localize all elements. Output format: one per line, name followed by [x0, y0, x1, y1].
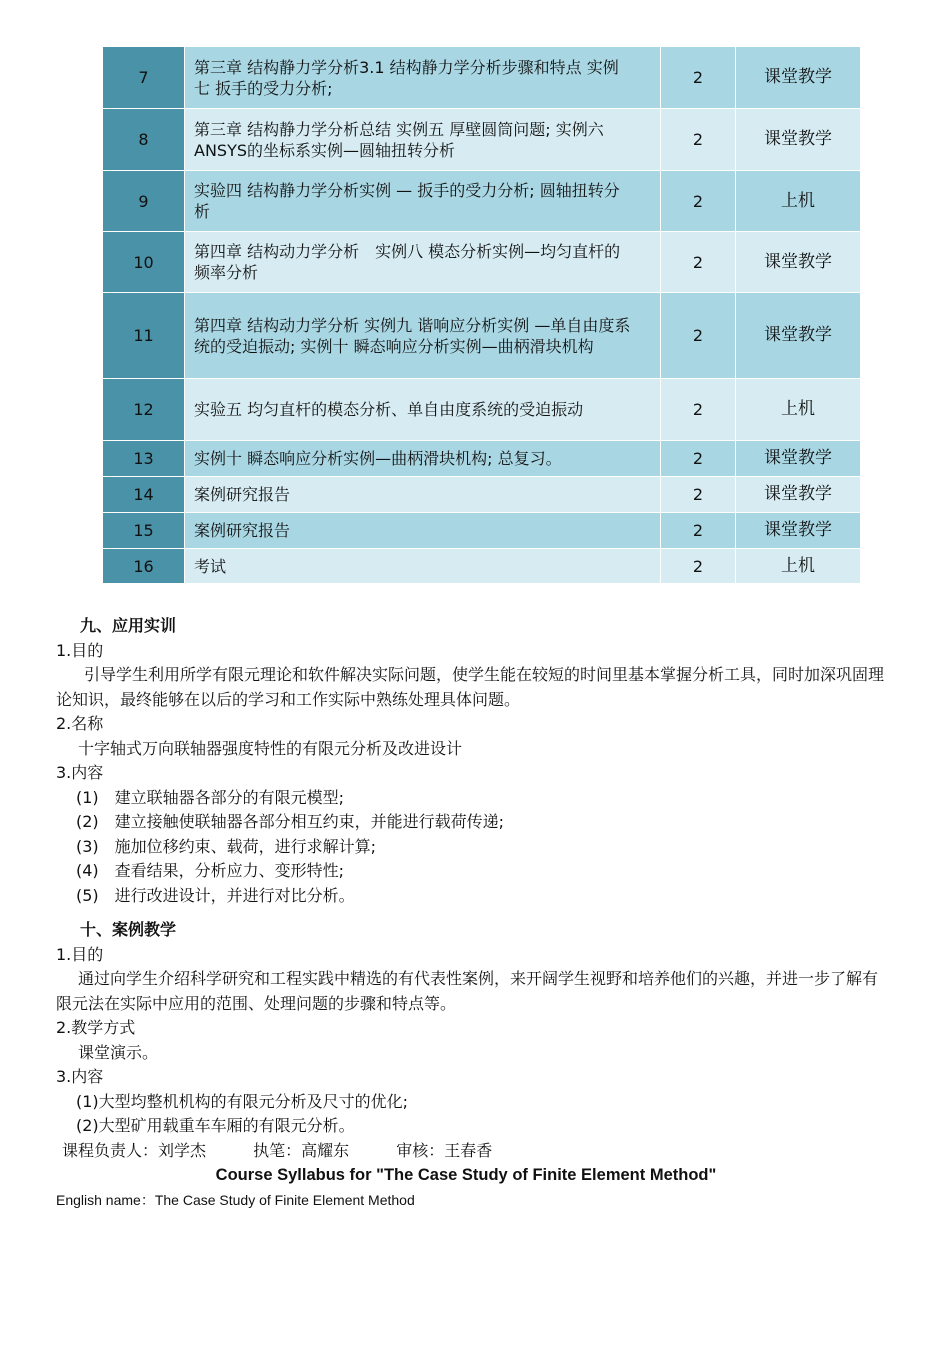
row-number: 7	[103, 47, 185, 109]
row-mode: 课堂教学	[736, 232, 861, 293]
list-item: (4) 查看结果，分析应力、变形特性;	[76, 861, 345, 880]
table-row	[103, 293, 861, 379]
row-number: 15	[103, 513, 185, 549]
row-number: 10	[103, 232, 185, 293]
row-number: 11	[103, 293, 185, 379]
section-heading: 十、案例教学	[80, 920, 177, 939]
row-mode: 上机	[736, 171, 861, 232]
row-content: 案例研究报告	[185, 477, 661, 513]
table-row	[103, 232, 861, 293]
row-mode: 课堂教学	[736, 477, 861, 513]
list-item: (1)大型均整机机构的有限元分析及尺寸的优化;	[76, 1091, 409, 1111]
paragraph	[56, 663, 886, 712]
paragraph: 课堂演示。	[78, 1042, 159, 1062]
purpose-text: 通过向学生介绍科学研究和工程实践中精选的有代表性案例，来开阔学生视野和培养他们的兴趣，并进一步了解有限元法在实际中应用的范围、处理问题的步骤和特点等。	[56, 969, 879, 1013]
subsection-label: 1.目的	[56, 640, 104, 660]
row-mode: 课堂教学	[736, 441, 861, 477]
table-row	[103, 513, 861, 549]
subsection-label: 3.内容	[56, 1067, 104, 1086]
signature-line	[56, 1139, 886, 1164]
row-content: 考试	[185, 549, 661, 584]
list-item: (2) 建立接触使联轴器各部分相互约束，并能进行载荷传递;	[76, 812, 505, 831]
table-row	[103, 441, 861, 477]
syllabus-body	[56, 614, 886, 1212]
row-content: 第四章 结构动力学分析 实例八 模态分析实例—均匀直杆的频率分析	[185, 232, 661, 293]
english-title: Course Syllabus for "The Case Study of Finite Element Method"	[215, 1166, 717, 1184]
row-number: 13	[103, 441, 185, 477]
paragraph: 十字轴式万向联轴器强度特性的有限元分析及改进设计	[78, 738, 463, 758]
row-number: 16	[103, 549, 185, 584]
subsection-label: 2.教学方式	[56, 1018, 136, 1037]
row-mode: 课堂教学	[736, 293, 861, 379]
table-row	[103, 477, 861, 513]
table-row	[103, 47, 861, 109]
row-hours: 2	[661, 232, 736, 293]
row-number: 8	[103, 109, 185, 171]
row-hours: 2	[661, 109, 736, 171]
row-number: 12	[103, 379, 185, 441]
row-content: 实验五 均匀直杆的模态分析、单自由度系统的受迫振动	[185, 379, 661, 441]
course-leader: 课程负责人：刘学杰	[62, 1140, 207, 1160]
row-hours: 2	[661, 549, 736, 584]
row-hours: 2	[661, 293, 736, 379]
reviewer: 审核：王春香	[396, 1140, 493, 1160]
row-mode: 课堂教学	[736, 513, 861, 549]
row-hours: 2	[661, 47, 736, 109]
row-mode: 课堂教学	[736, 109, 861, 171]
paragraph	[56, 967, 886, 1016]
row-number: 9	[103, 171, 185, 232]
row-hours: 2	[661, 441, 736, 477]
list-item: (3) 施加位移约束、载荷，进行求解计算;	[76, 836, 377, 856]
purpose-text: 引导学生利用所学有限元理论和软件解决实际问题，使学生能在较短的时间里基本掌握分析工具，同时加深巩固理论知识，最终能够在以后的学习和工作实际中熟练处理具体问题。	[56, 665, 885, 709]
english-name: English name：The Case Study of Finite Element Method	[56, 1191, 415, 1208]
row-content: 第四章 结构动力学分析 实例九 谐响应分析实例 —单自由度系统的受迫振动; 实例十 瞬态响应分析实例—曲柄滑块机构	[185, 293, 661, 379]
writer: 执笔：高耀东	[253, 1140, 350, 1160]
row-mode: 上机	[736, 379, 861, 441]
section-heading: 九、应用实训	[80, 616, 177, 635]
row-number: 14	[103, 477, 185, 513]
row-mode: 课堂教学	[736, 47, 861, 109]
table-row	[103, 171, 861, 232]
row-content: 第三章 结构静力学分析3.1 结构静力学分析步骤和特点 实例七 扳手的受力分析;	[185, 47, 661, 109]
subsection-label: 3.内容	[56, 763, 104, 782]
subsection-label: 2.名称	[56, 714, 104, 733]
row-content: 实验四 结构静力学分析实例 — 扳手的受力分析; 圆轴扭转分析	[185, 171, 661, 232]
row-hours: 2	[661, 477, 736, 513]
row-content: 第三章 结构静力学分析总结 实例五 厚壁圆筒问题; 实例六 ANSYS的坐标系实例—圆轴扭转分析	[185, 109, 661, 171]
list-item: (2)大型矿用载重车车厢的有限元分析。	[76, 1116, 355, 1135]
row-content: 案例研究报告	[185, 513, 661, 549]
table-row	[103, 109, 861, 171]
row-hours: 2	[661, 171, 736, 232]
table-row	[103, 549, 861, 584]
row-hours: 2	[661, 513, 736, 549]
row-hours: 2	[661, 379, 736, 441]
table-row	[103, 379, 861, 441]
list-item: (1) 建立联轴器各部分的有限元模型;	[76, 787, 345, 807]
row-content: 实例十 瞬态响应分析实例—曲柄滑块机构; 总复习。	[185, 441, 661, 477]
list-item: (5) 进行改进设计，并进行对比分析。	[76, 885, 355, 905]
subsection-label: 1.目的	[56, 944, 104, 964]
row-mode: 上机	[736, 549, 861, 584]
course-schedule-table	[102, 46, 861, 584]
